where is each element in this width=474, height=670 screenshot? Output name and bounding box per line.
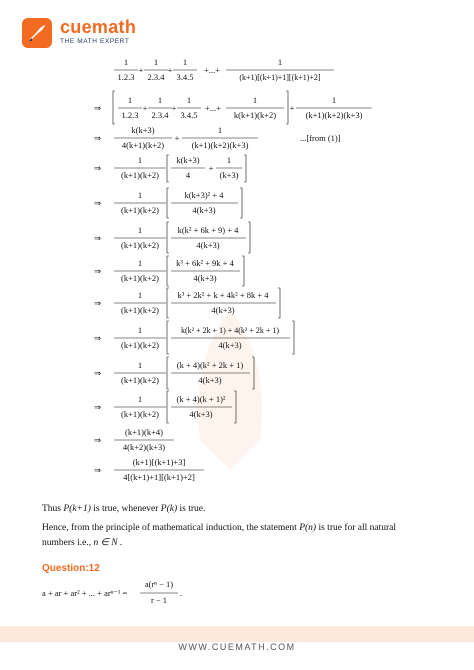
implies-symbol: ⇒ <box>94 298 102 308</box>
frac-denominator: 3.4.5 <box>180 110 198 120</box>
frac-numerator: 1 <box>137 290 143 300</box>
frac-denominator: 4(k+3) <box>196 240 220 250</box>
frac-denominator: (k+1)(k+2)(k+3) <box>305 110 363 120</box>
p-k-plus-1: P(k+1) <box>63 504 91 514</box>
frac-denominator: 4(k+1)(k+2) <box>121 140 165 150</box>
hence-suffix: is true for all natural <box>318 523 397 533</box>
conclusion-paragraph <box>42 522 442 534</box>
plus-sign: + <box>138 65 144 75</box>
frac-numerator: k(k² + 6k + 9) + 4 <box>177 225 239 235</box>
p-k: P(k) <box>160 504 178 514</box>
hence-prefix: Hence, from the principle of mathematical induction, the statement <box>42 523 297 533</box>
implies-symbol: ⇒ <box>94 465 102 475</box>
frac-numerator: k(k+3) <box>176 155 200 165</box>
frac-numerator: 1 <box>137 225 143 235</box>
question-heading: Question:12 <box>42 563 100 574</box>
plus-sign: + <box>289 103 295 113</box>
frac-denominator: 4(k+3) <box>198 375 222 385</box>
frac-numerator: 1 <box>182 57 188 67</box>
frac-numerator: k(k+3)² + 4 <box>184 190 224 200</box>
frac-denominator: 4(k+3) <box>192 205 216 215</box>
frac-denominator: 1.2.3 <box>117 72 135 82</box>
implies-symbol: ⇒ <box>94 198 102 208</box>
brand-name: cuemath <box>60 17 137 37</box>
frac-numerator: 1 <box>127 95 133 105</box>
frac-numerator: 1 <box>137 155 143 165</box>
frac-denominator: 4(k+3) <box>193 273 217 283</box>
implies-symbol: ⇒ <box>94 333 102 343</box>
plus-sign: + <box>171 103 177 113</box>
frac-numerator: k(k+3) <box>131 125 155 135</box>
thus-end: is true. <box>179 504 206 514</box>
frac-numerator: k³ + 6k² + 9k + 4 <box>176 258 234 268</box>
frac-numerator: 1 <box>252 95 258 105</box>
frac-denominator: (k+1)(k+2) <box>121 205 159 215</box>
formula-numerator: a(rⁿ − 1) <box>144 579 174 589</box>
page-footer <box>0 626 474 670</box>
frac-denominator: 2.3.4 <box>147 72 165 82</box>
dots-plus: +...+ <box>204 65 220 75</box>
brand-tagline: THE MATH EXPERT <box>60 38 130 45</box>
frac-numerator: 1 <box>137 394 143 404</box>
frac-denominator: (k+1)(k+2) <box>121 305 159 315</box>
formula-period: . <box>180 588 183 598</box>
frac-numerator: 1 <box>137 190 143 200</box>
series-lhs: a + ar + ar² + ... + arⁿ⁻¹ = <box>42 588 128 598</box>
footer-url: WWW.CUEMATH.COM <box>178 642 296 652</box>
frac-denominator: (k+1)(k+2) <box>121 340 159 350</box>
implies-symbol: ⇒ <box>94 368 102 378</box>
frac-numerator: 1 <box>226 155 232 165</box>
frac-numerator: k³ + 2k² + k + 4k² + 8k + 4 <box>177 290 269 300</box>
frac-numerator: (k + 4)(k² + 2k + 1) <box>176 360 244 370</box>
dots-plus: +...+ <box>205 103 221 113</box>
frac-denominator: k(k+1)(k+2) <box>233 110 277 120</box>
p-n: P(n) <box>299 523 317 533</box>
frac-denominator: (k+1)(k+2) <box>121 375 159 385</box>
frac-denominator: (k+1)(k+2) <box>121 409 159 419</box>
implies-symbol: ⇒ <box>94 266 102 276</box>
frac-numerator: 1 <box>137 325 143 335</box>
frac-denominator: (k+1)(k+2) <box>121 170 159 180</box>
from-note: ...[from (1)] <box>300 133 341 143</box>
frac-denominator: 4(k+3) <box>218 340 242 350</box>
frac-denominator: (k+1)(k+2) <box>121 273 159 283</box>
plus-sign: + <box>208 163 214 173</box>
frac-denominator: 3.4.5 <box>176 72 194 82</box>
plus-sign: + <box>174 133 180 143</box>
numbers-line <box>42 537 122 549</box>
footer-band <box>0 626 474 642</box>
frac-numerator: (k + 4)(k + 1)² <box>176 394 226 404</box>
frac-denominator: 4[(k+1)+1][(k+1)+2] <box>123 472 195 482</box>
n-in-n: n ∈ N . <box>93 538 123 548</box>
frac-numerator: 1 <box>137 360 143 370</box>
implies-symbol: ⇒ <box>94 233 102 243</box>
frac-denominator: (k+1)[(k+1)+1][(k+1)+2] <box>239 73 321 82</box>
thus-middle: is true, whenever <box>93 504 159 514</box>
frac-denominator: (k+1)(k+2) <box>121 240 159 250</box>
frac-denominator: (k+3) <box>219 170 239 180</box>
implies-symbol: ⇒ <box>94 435 102 445</box>
frac-numerator: 1 <box>153 57 159 67</box>
thus-statement <box>42 503 205 515</box>
implies-symbol: ⇒ <box>94 103 102 113</box>
frac-denominator: (k+1)(k+2)(k+3) <box>191 140 249 150</box>
formula-denominator: r − 1 <box>150 595 168 605</box>
frac-numerator: 1 <box>331 95 337 105</box>
frac-denominator: 1.2.3 <box>121 110 139 120</box>
frac-numerator: 1 <box>157 95 163 105</box>
frac-numerator: 1 <box>123 57 129 67</box>
frac-denominator: 4(k+3) <box>211 305 235 315</box>
frac-numerator: 1 <box>217 125 223 135</box>
frac-denominator: 2.3.4 <box>151 110 169 120</box>
thus-prefix: Thus <box>42 504 61 514</box>
plus-sign: + <box>142 103 148 113</box>
plus-sign: + <box>167 65 173 75</box>
frac-numerator: (k+1)[(k+1)+3] <box>132 457 186 467</box>
frac-denominator: 4(k+2)(k+3) <box>122 442 166 452</box>
frac-denominator: 4(k+3) <box>189 409 213 419</box>
implies-symbol: ⇒ <box>94 133 102 143</box>
frac-denominator: 4 <box>185 170 191 180</box>
numbers-text: numbers i.e., <box>42 538 92 548</box>
frac-numerator: 1 <box>137 258 143 268</box>
frac-numerator: 1 <box>186 95 192 105</box>
implies-symbol: ⇒ <box>94 402 102 412</box>
frac-numerator: (k+1)(k+4) <box>125 427 163 437</box>
frac-numerator: k(k² + 2k + 1) + 4(k² + 2k + 1) <box>180 326 280 335</box>
frac-numerator: 1 <box>277 57 283 67</box>
implies-symbol: ⇒ <box>94 163 102 173</box>
